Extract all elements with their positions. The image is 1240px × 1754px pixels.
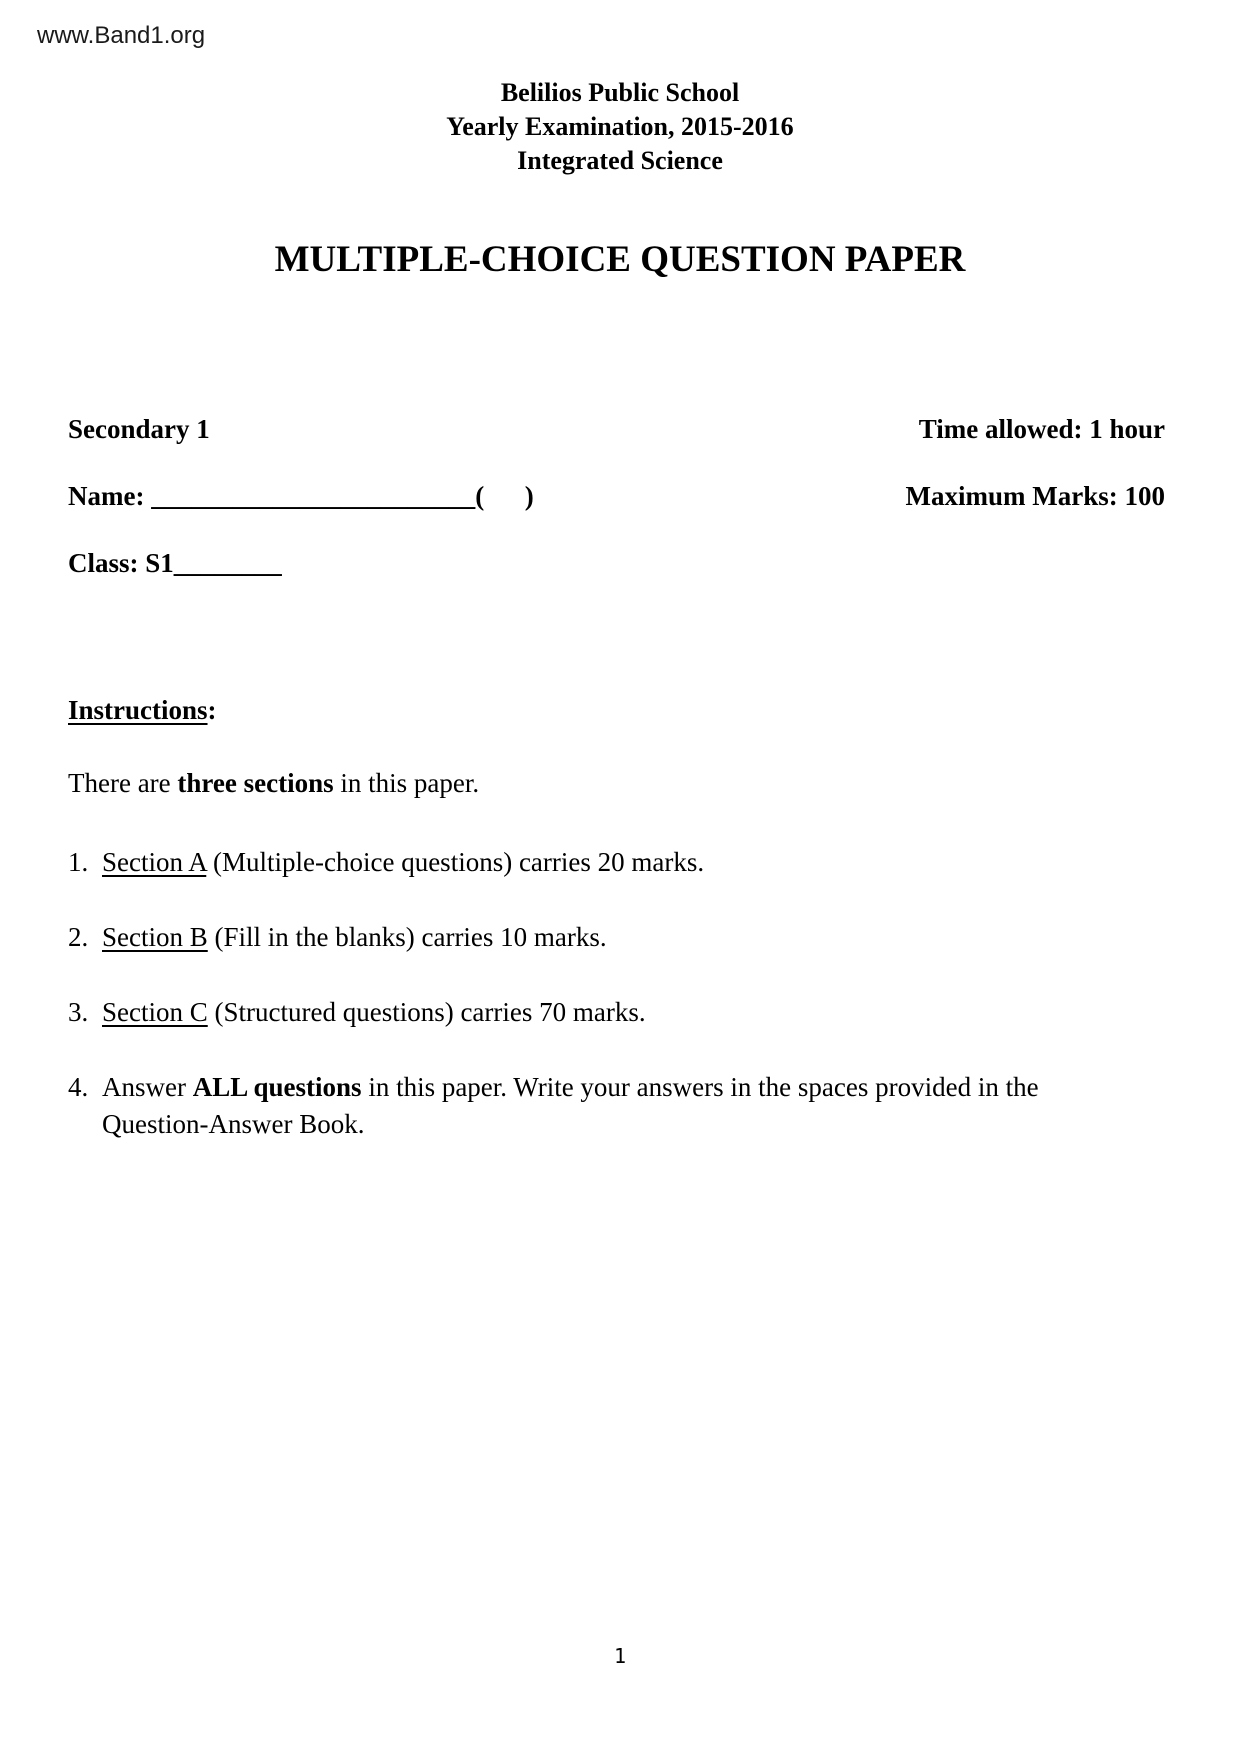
instructions-heading-text: Instructions bbox=[68, 695, 208, 725]
text-run: (Multiple-choice questions) carries 20 marks. bbox=[206, 847, 705, 877]
instruction-item bbox=[68, 919, 1142, 956]
instruction-item bbox=[68, 1069, 1142, 1143]
item-text bbox=[102, 844, 1142, 881]
text-run: (Structured questions) carries 70 marks. bbox=[207, 997, 646, 1027]
instructions-heading bbox=[68, 695, 217, 726]
item-text bbox=[102, 1069, 1142, 1143]
item-number: 4. bbox=[68, 1072, 89, 1102]
school-name: Belilios Public School bbox=[500, 78, 740, 107]
text-run: Section A bbox=[102, 847, 207, 877]
text-run: in this paper. Write your answers in the spaces provided in the Question-Answer Book. bbox=[102, 1072, 1039, 1139]
level-label: Secondary 1 bbox=[68, 414, 210, 444]
item-text bbox=[102, 919, 1142, 956]
text-run: three sections bbox=[177, 768, 334, 798]
item-number: 2. bbox=[68, 922, 89, 952]
document-header bbox=[0, 76, 1240, 178]
subject-name: Integrated Science bbox=[517, 146, 723, 175]
name-field-label: Name: bbox=[68, 481, 152, 511]
info-row-class bbox=[68, 548, 1165, 579]
text-run: Answer bbox=[102, 1072, 193, 1102]
exam-session: Yearly Examination, 2015-2016 bbox=[446, 112, 794, 141]
instructions-intro bbox=[68, 768, 1142, 799]
info-row-level-time bbox=[68, 414, 1165, 445]
instruction-item bbox=[68, 994, 1142, 1031]
watermark-text: www.Band1.org bbox=[37, 22, 206, 49]
class-blank-line: ________ bbox=[173, 548, 282, 578]
page-number: 1 bbox=[613, 1644, 627, 1668]
max-marks-label: Maximum Marks: 100 bbox=[905, 481, 1165, 511]
name-parens: ( ) bbox=[475, 481, 534, 511]
paper-title: MULTIPLE-CHOICE QUESTION PAPER bbox=[274, 239, 966, 280]
item-number: 1. bbox=[68, 847, 89, 877]
name-field bbox=[68, 481, 534, 512]
text-run: in this paper. bbox=[333, 768, 480, 798]
text-run: ALL questions bbox=[192, 1072, 362, 1102]
text-run: Section B bbox=[102, 922, 208, 952]
instructions-heading-colon: : bbox=[207, 695, 217, 725]
info-row-name-marks bbox=[68, 481, 1165, 512]
text-run: There are bbox=[68, 768, 178, 798]
instruction-item bbox=[68, 844, 1142, 881]
item-number: 3. bbox=[68, 997, 89, 1027]
instructions-list bbox=[68, 844, 1142, 1181]
class-field bbox=[68, 548, 282, 579]
time-allowed-label: Time allowed: 1 hour bbox=[918, 414, 1165, 444]
class-field-label: Class: S1 bbox=[68, 548, 174, 578]
item-text bbox=[102, 994, 1142, 1031]
name-blank-line: ________________________ bbox=[151, 481, 476, 511]
text-run: Section C bbox=[102, 997, 208, 1027]
text-run: (Fill in the blanks) carries 10 marks. bbox=[207, 922, 607, 952]
